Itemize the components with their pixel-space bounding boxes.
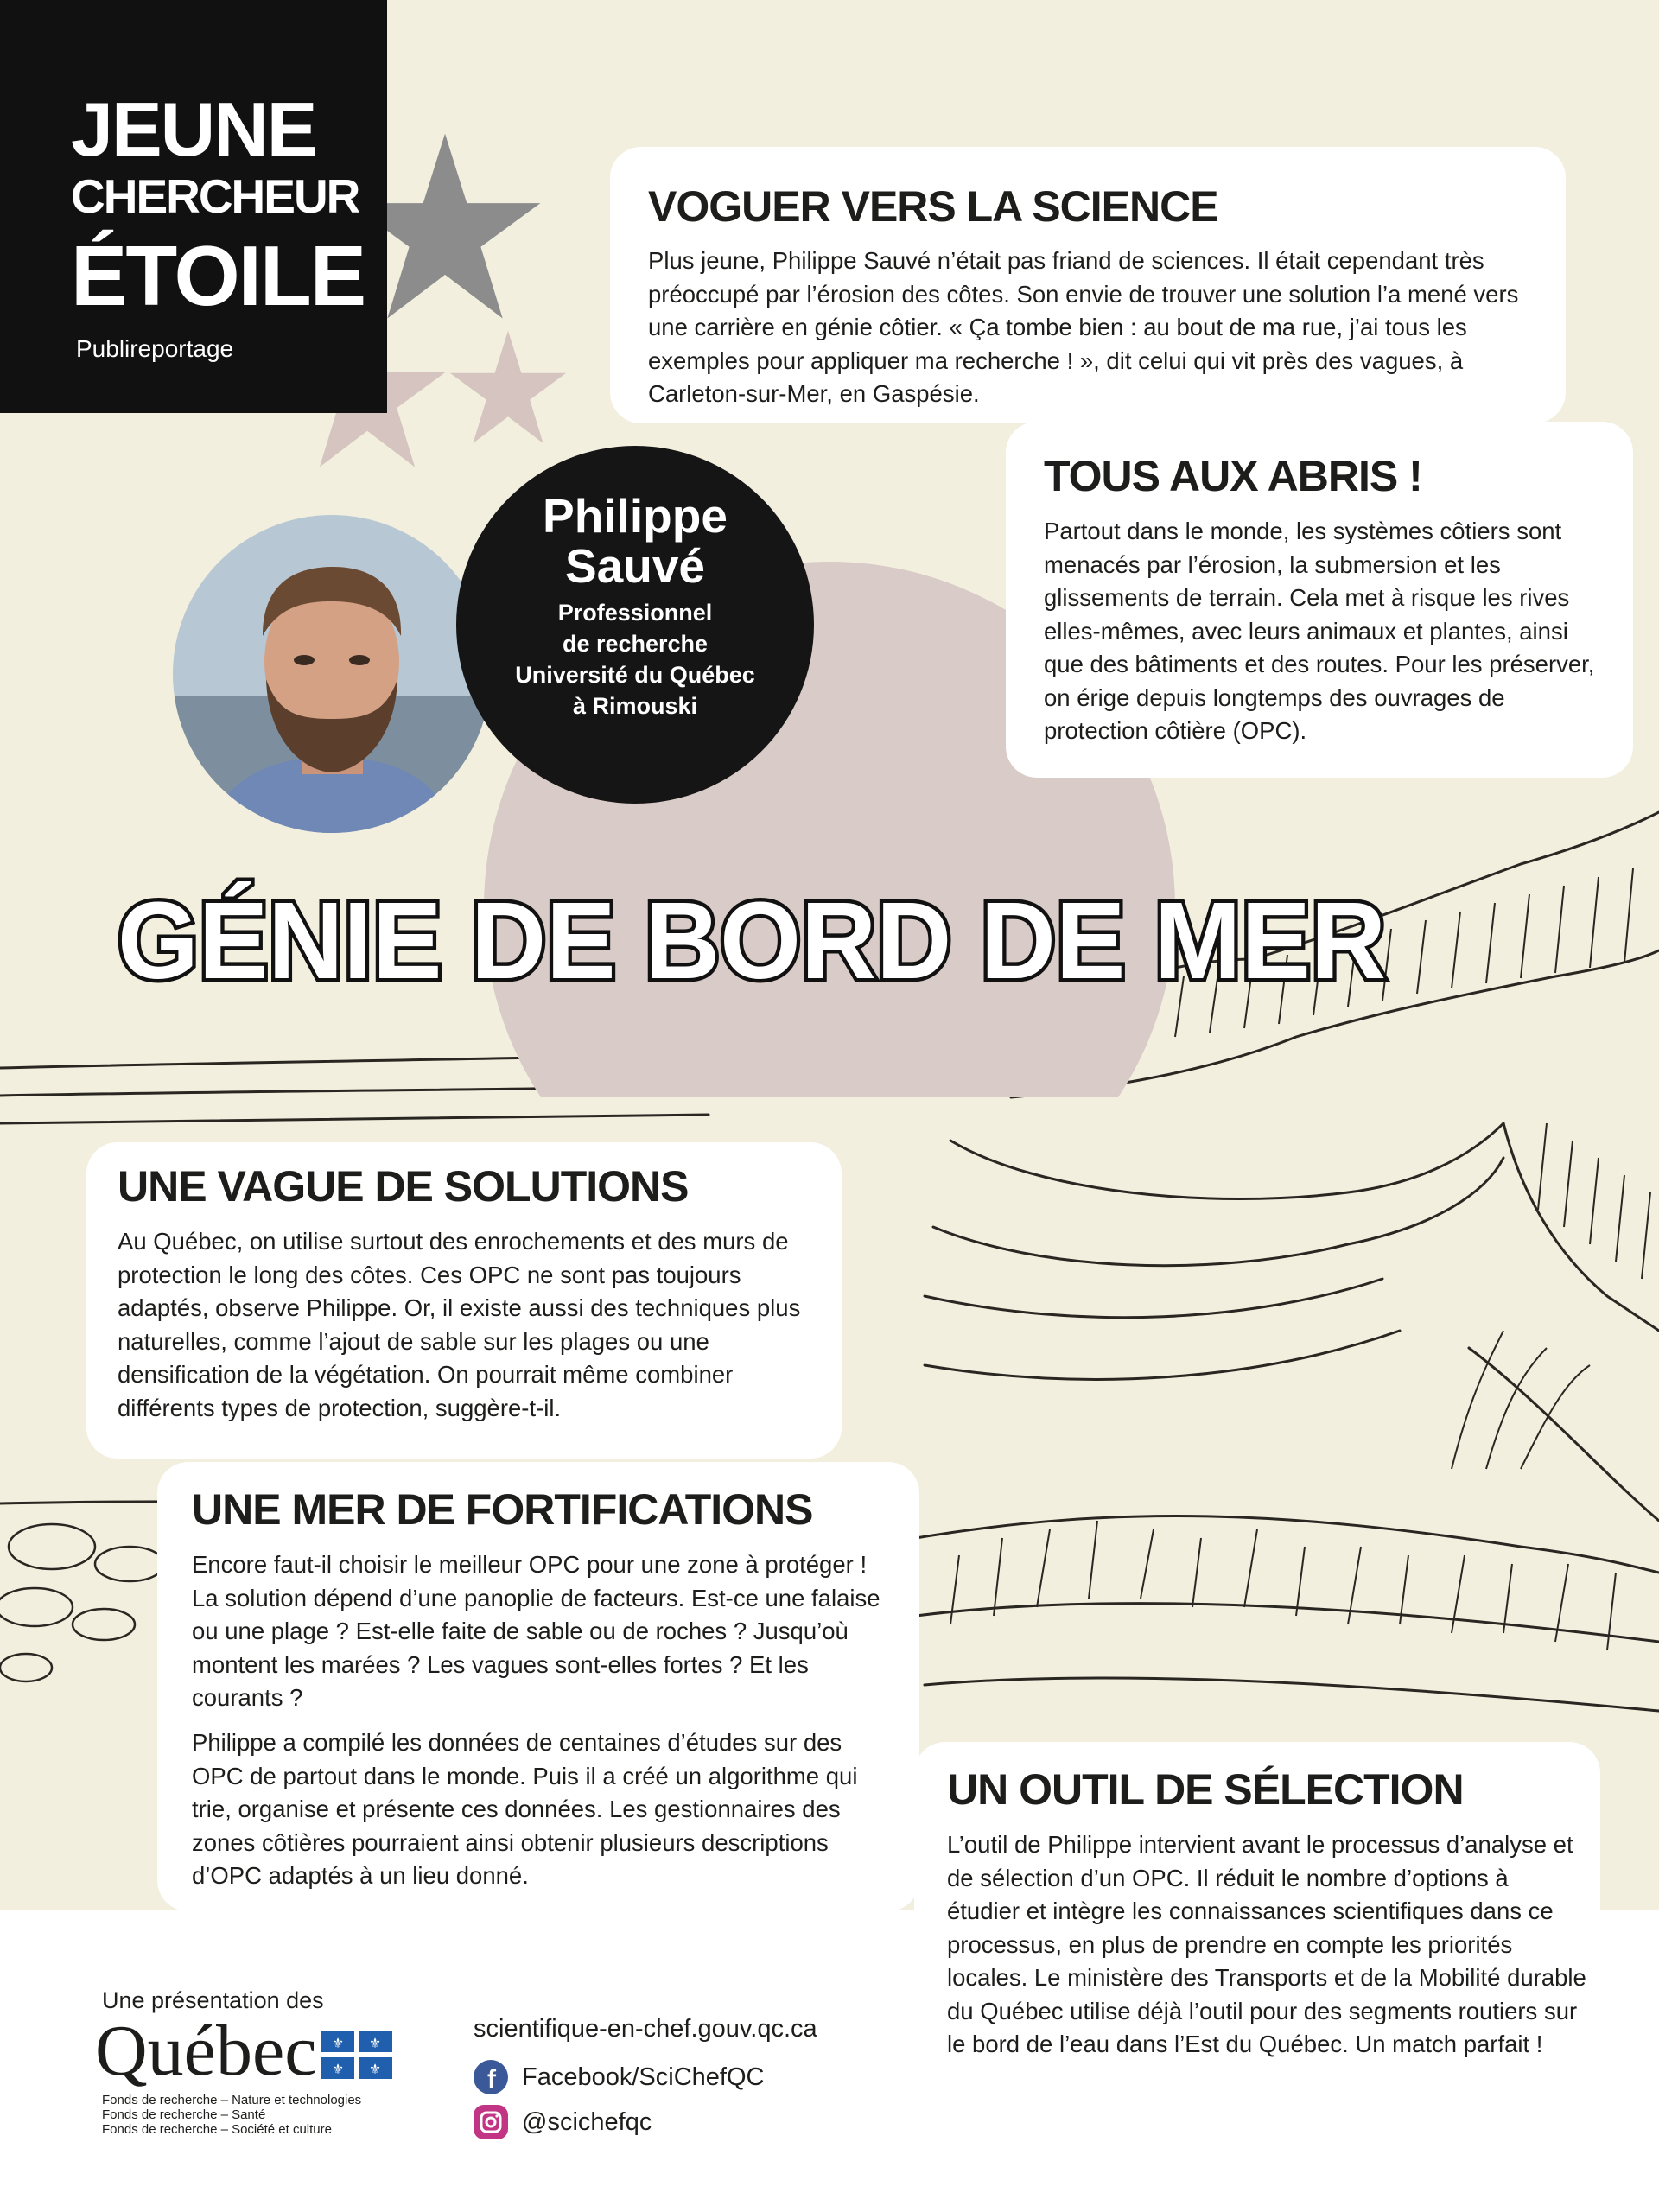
presentation-label: Une présentation des <box>102 1987 324 2013</box>
section-title: UNE MER DE FORTIFICATIONS <box>192 1485 813 1534</box>
fleur-de-lis-icon <box>321 2031 392 2079</box>
profile-name-circle <box>456 446 814 804</box>
portrait-photo <box>173 515 491 833</box>
section-text: Encore faut-il choisir le meilleur OPC pour une zone à protéger ! La solution dépend d’une panoplie de facteurs. Est-ce une falaise ou une plage ? Est-elle faite de sable ou de roches ? Jusqu’où montent les marées ? Les vagues sont-elles fortes ? Et les courants ? <box>192 1551 880 1711</box>
section-text: Plus jeune, Philippe Sauvé n’était pas friand de sciences. Il était cependant très préoccupé par l’érosion des côtes. Son envie de trouver une solution l’a mené vers une carrière en génie côtier. « Ça tombe bien : au bout de ma rue, j’ai tous les exemples pour appliquer ma recherche ! », dit celui qui vit près des vagues, à Carleton-sur-Mer, en Gaspésie. <box>648 247 1519 407</box>
section-text: L’outil de Philippe intervient avant le processus d’analyse et de sélection d’un OPC. Il réduit le nombre d’options à étudier et intègre les connaissances scientifiques dans ce processus, en plus de prendre en compte les priorités locales. Le ministère des Transports et de la Mobilité durable du Québec utilise déjà l’outil pour des segments routiers sur le bord de l’eau dans l’Est du Québec. Un match parfait ! <box>947 1831 1586 2057</box>
star-icon <box>448 328 569 449</box>
profile-first-name: Philippe <box>543 489 728 543</box>
profile-last-name: Sauvé <box>564 539 706 593</box>
section-abris <box>1006 422 1633 778</box>
main-title-text: GÉNIE DE BORD DE MER <box>118 880 1386 1001</box>
profile-role-line: de recherche <box>562 631 709 657</box>
header-line-chercheur: CHERCHEUR <box>71 169 359 223</box>
main-title <box>0 873 1659 1002</box>
facebook-link[interactable]: Facebook/SciChefQC <box>522 2063 765 2091</box>
website-link[interactable]: scientifique-en-chef.gouv.qc.ca <box>474 2015 817 2043</box>
svg-text:⚜: ⚜ <box>331 2061 345 2077</box>
facebook-icon[interactable] <box>474 2060 508 2094</box>
section-title: TOUS AUX ABRIS ! <box>1044 452 1422 500</box>
profile-role-line: à Rimouski <box>572 693 698 719</box>
section-outil <box>914 1742 1600 2131</box>
quebec-logo-text: Québec <box>95 2011 317 2091</box>
section-title: UNE VAGUE DE SOLUTIONS <box>118 1162 689 1211</box>
section-text: Philippe a compilé les données de centaines d’études sur des OPC de partout dans le monde. Puis il a créé un algorithme qui trie, organise et présente ces données. Les gestionnaires des zones côtières pourraient ainsi obtenir plusieurs descriptions d’OPC adaptés à un lieu donné. <box>192 1729 858 1889</box>
instagram-icon[interactable] <box>474 2105 508 2139</box>
fonds-item: Fonds de recherche – Société et culture <box>102 2122 332 2137</box>
section-title: UN OUTIL DE SÉLECTION <box>947 1765 1464 1814</box>
section-vague <box>86 1142 842 1459</box>
fonds-list <box>102 2093 361 2137</box>
svg-text:⚜: ⚜ <box>368 2061 382 2077</box>
publireportage-tag: Publireportage <box>76 335 234 362</box>
fonds-item: Fonds de recherche – Nature et technologies <box>102 2093 362 2107</box>
svg-text:f: f <box>487 2065 496 2094</box>
fonds-item: Fonds de recherche – Santé <box>102 2107 266 2122</box>
header-block <box>0 0 387 413</box>
section-voguer <box>610 147 1566 423</box>
section-text: Partout dans le monde, les systèmes côtiers sont menacés par l’érosion, la submersion et les glissements de terrain. Cela met à risque les rives elles-mêmes, avec leurs animaux et plantes, ainsi que des bâtiments et des routes. Pour les préserver, on érige depuis longtemps des ouvrages de protection côtière (OPC). <box>1044 518 1595 744</box>
header-line-etoile: ÉTOILE <box>71 228 365 323</box>
header-line-jeune: JEUNE <box>71 86 316 172</box>
svg-text:⚜: ⚜ <box>331 2035 345 2051</box>
instagram-link[interactable]: @scichefqc <box>522 2108 652 2136</box>
profile-role-line: Professionnel <box>557 600 713 626</box>
profile-role-line: Université du Québec <box>515 662 755 688</box>
svg-text:⚜: ⚜ <box>368 2035 382 2051</box>
section-mer <box>157 1462 919 1911</box>
section-text: Au Québec, on utilise surtout des enrochements et des murs de protection le long des côtes. Ces OPC ne sont pas toujours adaptés, observe Philippe. Or, il existe aussi des techniques plus naturelles, comme l’ajout de sable sur les plages ou une densification de la végétation. On pourrait même combiner différents types de protection, suggère-t-il. <box>118 1228 801 1421</box>
section-title: VOGUER VERS LA SCIENCE <box>648 182 1218 231</box>
